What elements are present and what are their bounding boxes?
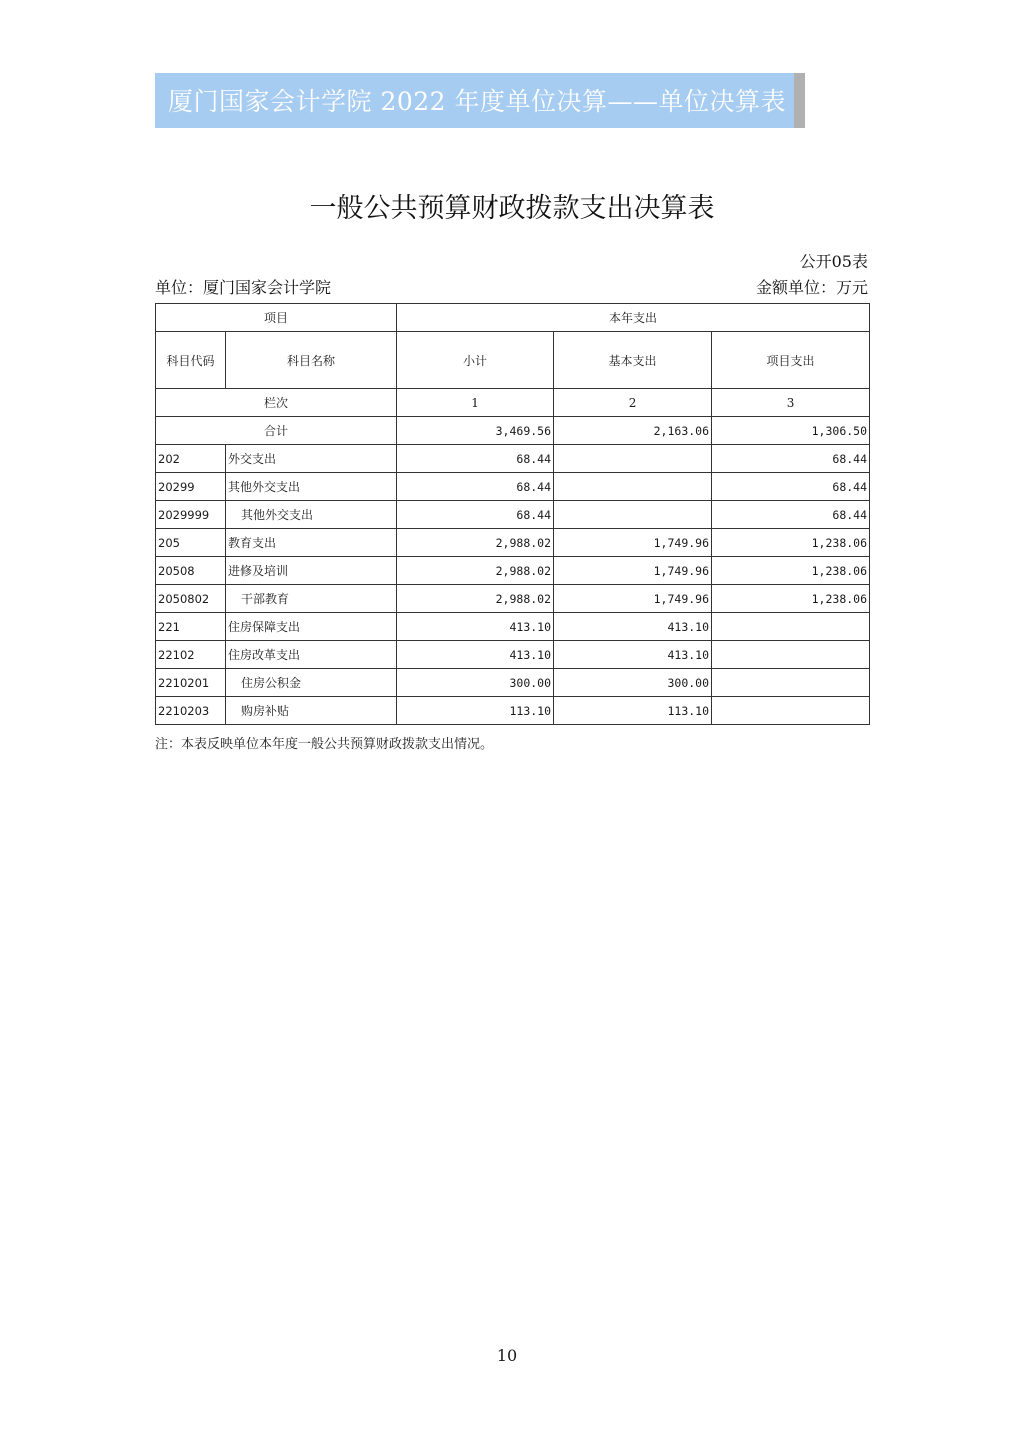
table-row: [156, 585, 870, 613]
basic-expense-cell: [554, 501, 712, 529]
subject-name-cell: 其他外交支出: [226, 501, 397, 529]
subject-name-cell: 外交支出: [226, 445, 397, 473]
project-expense-cell: 1,238.06: [712, 585, 870, 613]
column-number-1: 1: [397, 389, 554, 417]
project-header: 项目: [156, 304, 397, 332]
table-row: [156, 557, 870, 585]
table-row: [156, 613, 870, 641]
subject-code-cell: 2210201: [156, 669, 226, 697]
subtotal-cell: 2,988.02: [397, 557, 554, 585]
table-note: 注：本表反映单位本年度一般公共预算财政拨款支出情况。: [155, 737, 494, 752]
basic-expense-cell: 300.00: [554, 669, 712, 697]
subject-name-cell: 购房补贴: [226, 697, 397, 725]
table-row: [156, 529, 870, 557]
subject-name-header: 科目名称: [226, 332, 397, 389]
document-title: 一般公共预算财政拨款支出决算表: [309, 193, 715, 224]
subject-code-cell: 202: [156, 445, 226, 473]
subtotal-cell: 68.44: [397, 501, 554, 529]
table-number: 公开05表: [799, 252, 868, 271]
project-expense-cell: [712, 641, 870, 669]
column-number-2: 2: [554, 389, 712, 417]
subtotal-cell: 413.10: [397, 613, 554, 641]
table-row: [156, 501, 870, 529]
subtotal-header: 小计: [397, 332, 554, 389]
table-row: [156, 445, 870, 473]
subject-name-cell: 住房公积金: [226, 669, 397, 697]
subject-code-cell: 2050802: [156, 585, 226, 613]
column-number-label: 栏次: [156, 389, 397, 417]
table-row: [156, 641, 870, 669]
project-expense-cell: 68.44: [712, 473, 870, 501]
amount-unit: 金额单位：万元: [755, 278, 868, 297]
basic-expense-cell: [554, 445, 712, 473]
total-basic: 2,163.06: [554, 417, 712, 445]
basic-expense-cell: 1,749.96: [554, 529, 712, 557]
table-row: [156, 669, 870, 697]
subtotal-cell: 68.44: [397, 445, 554, 473]
subtotal-cell: 413.10: [397, 641, 554, 669]
subtotal-cell: 68.44: [397, 473, 554, 501]
total-label: 合计: [156, 417, 397, 445]
subject-code-cell: 221: [156, 613, 226, 641]
total-row: [156, 417, 870, 445]
project-expense-cell: 68.44: [712, 501, 870, 529]
subject-code-cell: 20299: [156, 473, 226, 501]
subject-code-header: 科目代码: [156, 332, 226, 389]
subject-name-cell: 住房保障支出: [226, 613, 397, 641]
expense-table: [155, 303, 870, 725]
total-project: 1,306.50: [712, 417, 870, 445]
subject-name-cell: 教育支出: [226, 529, 397, 557]
basic-expense-cell: 1,749.96: [554, 585, 712, 613]
table-body: [156, 445, 870, 725]
basic-expense-cell: 1,749.96: [554, 557, 712, 585]
total-subtotal: 3,469.56: [397, 417, 554, 445]
project-expense-cell: [712, 669, 870, 697]
banner-title: 厦门国家会计学院 2022 年度单位决算——单位决算表: [168, 87, 787, 116]
project-expense-cell: 1,238.06: [712, 529, 870, 557]
project-expense-cell: [712, 613, 870, 641]
subject-code-cell: 205: [156, 529, 226, 557]
subject-code-cell: 22102: [156, 641, 226, 669]
subtotal-cell: 113.10: [397, 697, 554, 725]
column-number-row: [156, 389, 870, 417]
table-row: [156, 473, 870, 501]
subject-name-cell: 住房改革支出: [226, 641, 397, 669]
header-row-1: [156, 304, 870, 332]
subject-code-cell: 20508: [156, 557, 226, 585]
subtotal-cell: 2,988.02: [397, 585, 554, 613]
basic-expense-cell: [554, 473, 712, 501]
current-year-expense-header: 本年支出: [397, 304, 870, 332]
basic-expense-cell: 413.10: [554, 613, 712, 641]
header-banner-edge: [794, 73, 805, 128]
project-expense-cell: 1,238.06: [712, 557, 870, 585]
table-row: [156, 697, 870, 725]
project-expense-cell: [712, 697, 870, 725]
basic-expense-cell: 113.10: [554, 697, 712, 725]
subject-name-cell: 进修及培训: [226, 557, 397, 585]
basic-expense-header: 基本支出: [554, 332, 712, 389]
subject-name-cell: 其他外交支出: [226, 473, 397, 501]
column-number-3: 3: [712, 389, 870, 417]
subject-name-cell: 干部教育: [226, 585, 397, 613]
header-row-2: [156, 332, 870, 389]
project-expense-cell: 68.44: [712, 445, 870, 473]
subtotal-cell: 300.00: [397, 669, 554, 697]
page-number: 10: [496, 1346, 518, 1365]
subject-code-cell: 2210203: [156, 697, 226, 725]
subtotal-cell: 2,988.02: [397, 529, 554, 557]
project-expense-header: 项目支出: [712, 332, 870, 389]
reporting-unit: 单位：厦门国家会计学院: [155, 278, 332, 297]
basic-expense-cell: 413.10: [554, 641, 712, 669]
subject-code-cell: 2029999: [156, 501, 226, 529]
